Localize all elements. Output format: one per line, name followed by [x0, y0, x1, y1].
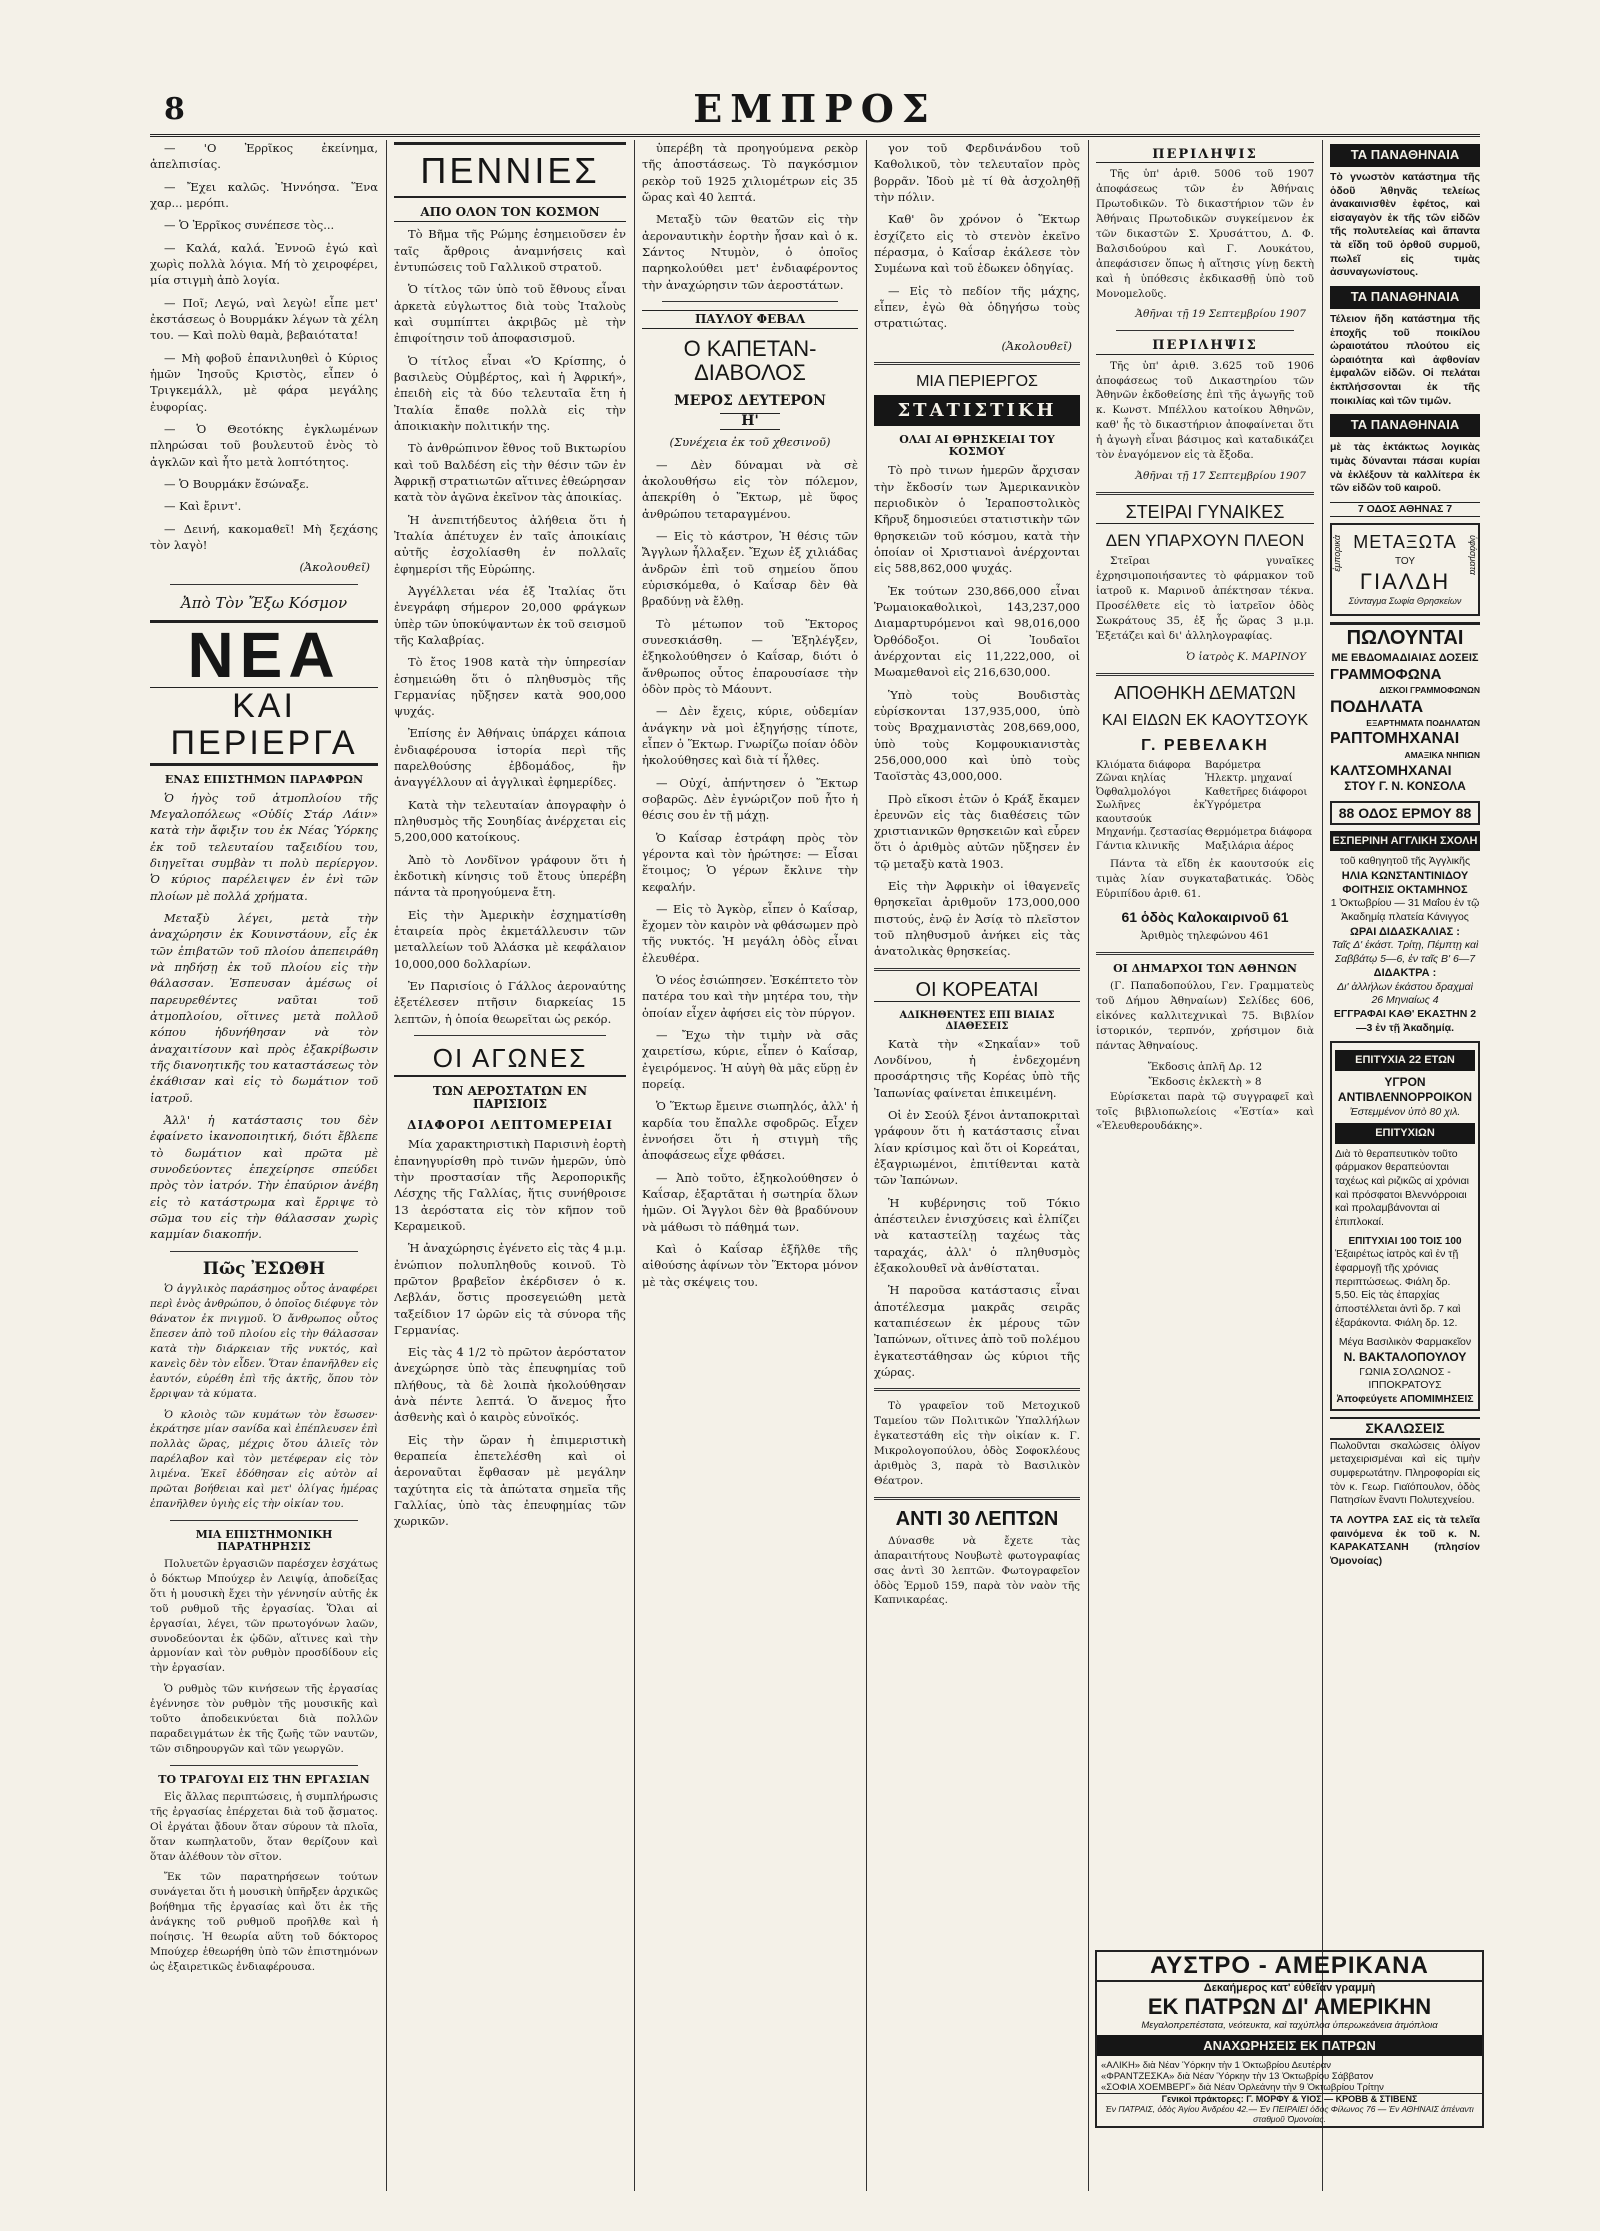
paragraph: — Μὴ φοβοῦ ἐπανιλυηθεὶ ὁ Κύριος ἡμῶν Ἰησοῦς Κριστὸς, εἶπεν ὁ Τριγκεμάλλ, μὲ φάρα μεγάλης ἐυφορίας.	[150, 350, 378, 414]
notice-signature: Ἀθῆναι τῇ 17 Σεπτεμβρίου 1907	[1135, 470, 1306, 482]
paragraph: Ἡ ἀνεπιτήδευτος ἀλήθεια ὅτι ἡ Ἰταλία ἀπέτυχεν ἐν ταῖς ἀποικίαις αὐτῆς ἐσχολίασθη ἐν πολλαῖς ἐφημερίσι τῆς Εὐρώπης.	[394, 512, 626, 576]
divider	[414, 1035, 606, 1036]
notice-signature: Ἀθῆναι τῇ 19 Σεπτεμβρίου 1907	[1135, 308, 1306, 321]
ad-text: ΕΠΙΤΥΧΙΑΙ 100 ΤΟΙΣ 100	[1348, 1236, 1462, 1248]
ad-tagline: Σύνταγμα Σωφία Θρησκείων	[1348, 596, 1462, 607]
ad-name: Ν. ΒΑΚΤΑΛΟΠΟΥΛΟΥ	[1343, 1349, 1467, 1364]
paragraph: Εἰς τὴν Ἀμερικὴν ἐσχηματίσθη ἑταιρεία πρὸς ἐκμετάλλευσιν τῶν μεταλλείων τοῦ Ἀλάσκα μὲ κεφάλαιον 10,000,000 δολλαρίων.	[394, 907, 626, 971]
notice-text: Τῆς ὑπ' ἀριθ. 3.625 τοῦ 1906 ἀποφάσεως τοῦ Δικαστηρίου τῶν Ἀθηνῶν ἐκδοθείσης ἐπὶ τῆς ἀγωγῆς τοῦ κ. Κωνστ. Μπέλλου κατοίκου Ἀθηνῶν, καθ' ἧς τὸ δικαστήριον ἀποφαίνεται ὅτι ἡ ἀγωγὴ εἶναι βάσιμος καὶ καταδικάζει τὸν ἐναγόμενον εἰς τὰ ἔξοδα.	[1096, 359, 1314, 462]
notice-title: ΠΕΡΙΛΗΨΙΣ	[1096, 148, 1314, 163]
divider	[170, 584, 358, 585]
ad-headline: ΤΑ ΠΑΝΑΘΗΝΑΙΑ	[1330, 144, 1480, 167]
ad-agents: Γενικοὶ πράκτορες: Γ. ΜΟΡΦΥ & ΥΙΟΣ — ΚΡΟΒΒ & ΣΤΙΒΕΝΣ	[1097, 2093, 1482, 2104]
paragraph: — Καὶ ἔριντ'.	[164, 499, 242, 514]
ad-product: ΓΡΑΜΜΟΦΩΝΑ	[1330, 666, 1442, 684]
paragraph: — 'Ο Ἐρρῖκος ἐκείνημα, ἀπελπισίας.	[150, 141, 378, 172]
divider	[170, 1520, 358, 1521]
paragraph: Ἀλλ' ἡ κατάστασις του δὲν ἐφαίνετο ἱκανοποιητική, διότι ἔβλεπε τὸ δωμάτιον καὶ πρῶτα μὲ συνοδεύοντες ἐπεχείρησε σπεύδει πρὸς τὸν ἰατρόν. Τὴν ἐπαύριον ἀνέβη εἰς τὸ κατάστρωμα καὶ ἔρριψε τὸ σῶμα του εἰς τὴν θάλασσαν χωρὶς καμμίαν διακοπήν.	[150, 1112, 378, 1242]
paragraph: Ὁ ἀγγλικὸς παράσημος οὗτος ἀναφέρει περὶ ἑνὸς ἀνθρώπου, ὁ ὁποῖος διέφυγε τὸν θάνατον ἐκ πνιγμοῦ. Ὁ ἄνθρωπος οὗτος ἔπεσεν ἀπὸ τοῦ πλοίου εἰς τὴν θάλασσαν κατὰ τὴν διάρκειαν τῆς νυκτός, καὶ κανεὶς δὲν τὸν εἶδεν. Ὅταν ἐπανῆλθεν εἰς ἑαυτόν, εὑρέθη ἐπὶ τῆς ἀκτῆς, ὅπου τὸν ἔρριψαν τὰ κύματα.	[150, 1283, 378, 1400]
paragraph: Ἡ κυβέρνησις τοῦ Τόκιο ἀπέστειλεν ἐνισχύσεις καὶ ἐλπίζει νὰ καταστείλῃ ταχέως τὰς ταραχάς, ἀλλ' ὁ πληθυσμὸς ἐξακολουθεῖ νὰ ἀνθίσταται.	[874, 1195, 1080, 1276]
article-headline-banner: ΣΤΑΤΙΣΤΙΚΗ	[874, 395, 1080, 427]
paragraph: Κατὰ τὴν «Σηκαΐαν» τοῦ Λονδίνου, ἡ ἐνδεχομένη προσάρτησις τῆς Κορέας ὑπὸ τῆς Ἰαπωνίας φαίνεται ἐπικειμένη.	[874, 1036, 1080, 1100]
notice-text: Τῆς ὑπ' ἀριθ. 5006 τοῦ 1907 ἀποφάσεως τῶν ἐν Ἀθήναις Πρωτοδικῶν. Τὸ δικαστήριον τῶν ἐν Ἀθήναις Πρωτοδικῶν συγκείμενον ἐκ τῶν δικαστῶν Σ. Χρυσάττου, Δ. Φ. Βαλσιδούρου καὶ Γ. Λουκάτου, ἀπεφάσισεν ὅπως ἡ αἴτησις γίνῃ δεκτὴ καὶ ἡ ὑπόθεσις ἐκδικασθῇ ὑπὸ τοῦ Μονομελοῦς.	[1096, 168, 1314, 300]
paragraph: Ἡ ἀναχώρησις ἐγένετο εἰς τὰς 4 μ.μ. ἐνώπιον πολυπληθοῦς κοινοῦ. Τὸ πρῶτον βραβεῖον ἐκέρδισεν ὁ κ. Λεβλάν, ὅστις προσεγειώθη μετὰ ταξείδιον 17 ὡρῶν εἰς τὰ σύνορα τῆς Γερμανίας.	[394, 1241, 626, 1337]
continued-note: (Ἀκολουθεῖ)	[1001, 338, 1072, 353]
ad-headline: ΥΓΡΟΝ ΑΝΤΙΒΛΕΝΝΟΡΡΟΙΚΟΝ	[1337, 1074, 1473, 1105]
article-headline: ΜΙΑ ΠΕΡΙΕΡΓΟΣ	[916, 372, 1038, 390]
ad-text: Ἀποφεύγετε ΑΠΟΜΙΜΗΣΕΙΣ	[1336, 1392, 1474, 1405]
paragraph: Τὸ μέτωπον τοῦ Ἕκτορος συνεσκιάσθη. — Ἐξηλέγξεν, ἐξηκολούθησεν ὁ Καΐσαρ, διότι ὁ ἄνθρωπος οὗτος ἐπαρουσίασε τὴν ὁδὸν πρὸς τὸ Μάουντ.	[642, 616, 858, 696]
ad-text: Ταῖς Δ' ἑκάστ. Τρίτῃ, Πέμπτῃ καὶ Σαββάτῳ 5—6, ἐν ταῖς Β' 6—7	[1331, 939, 1479, 965]
price-line: Ἔκδοσις ἐκλεκτὴ » 8	[1148, 1075, 1262, 1088]
ad-product: ΚΑΛΤΣΟΜΗΧΑΝΑΙ	[1330, 761, 1452, 778]
ad-headline: ΑΝΤΙ 30 ΛΕΠΤΩΝ	[895, 1507, 1059, 1530]
paragraph: Εἰς τὰς 4 1/2 τὸ πρῶτον ἀερόστατον ἀνεχώρησε ὑπὸ τὰς ἐπευφημίας τοῦ πλήθους, τὰ δὲ λοιπὰ ἠκολούθησαν ἀνὰ πέντε λεπτά. Ὁ ἄνεμος ἦτο ἀσθενὴς καὶ ὁ καιρὸς εὐνοϊκός.	[394, 1345, 626, 1425]
column-ads	[1330, 140, 1480, 2191]
ad-text: μὲ τὰς ἐκτάκτως λογικὰς τιμὰς δύνανται πάσαι κυρίαι νὰ ἐκλέξουν τὰ καλλίτερα ἐκ τῶν εἰδῶν τοῦ καιροῦ.	[1330, 441, 1480, 495]
ad-text: ΤΑ ΛΟΥΤΡΑ ΣΑΣ εἰς τὰ τελεῖα φαινόμενα ἐκ τοῦ κ. Ν. ΚΑΡΑΚΑΤΣΑΝΗ (πλησίον Ὁμονοίας)	[1330, 1513, 1480, 1567]
divider	[1096, 952, 1314, 955]
paragraph: Εἰς ἄλλας περιπτώσεις, ἡ συμπλήρωσις τῆς ἐργασίας ἐπέρχεται διὰ τοῦ ᾄσματος. Οἱ ἐργάται ᾄδουν ὅταν σύρουν τὰ πλοῖα, ὅταν κωπηλατοῦν, ὅταν θερίζουν καὶ ὅταν ἀλέθουν τὸν σῖτον.	[150, 1790, 378, 1863]
paragraph: Καθ' ὃν χρόνον ὁ Ἕκτωρ ἐσχίζετο εἰς τὸ στενὸν ἐκεῖνο πέρασμα, ὁ Καΐσαρ ἐκάλεσε τὸν Συμέωνα καὶ τοῦ ἐδωκεν ὁδηγίας.	[874, 212, 1080, 276]
divider	[1096, 673, 1314, 676]
ad-headline: ΠΩΛΟΥΝΤΑΙ	[1330, 622, 1480, 651]
ad-address: ΓΩΝΙΑ ΣΟΛΩΝΟΣ - ΙΠΠΟΚΡΑΤΟΥΣ	[1359, 1365, 1451, 1392]
paragraph: — Καλά, καλά. Ἐννοῶ ἐγώ καὶ χωρὶς πολλὰ λόγια. Μή τὸ χειροφέρει, μία στιγμὴ ἀπὸ λογία.	[150, 240, 378, 288]
divider	[874, 1388, 1080, 1391]
article-subheadline: ΑΔΙΚΗΘΕΝΤΕΣ ΕΠΙ ΒΙΑΙΑΣ ΔΙΑΘΕΣΕΙΣ	[899, 1009, 1055, 1032]
ad-address: 61 ὁδὸς Καλοκαιρινοῦ 61	[1121, 908, 1289, 925]
ad-name: ΗΛΙΑ ΚΩΝΣΤΑΝΤΙΝΙΔΟΥ	[1341, 869, 1469, 882]
list-item: Βαρόμετρα	[1205, 759, 1261, 771]
ad-text: Δι' ἀλλήλων ἑκάστου δραχμαὶ 26 Μηνιαίως 4	[1337, 980, 1473, 1007]
ad-metaxota	[1330, 523, 1480, 616]
paragraph: — Ὁ Βουρμάκν ἔσώναξε.	[164, 476, 309, 491]
ad-text: ΩΡΑΙ ΔΙΔΑΣΚΑΛΙΑΣ :	[1350, 925, 1460, 938]
column-rule	[386, 140, 387, 2191]
section-subtitle: ΑΠΟ ΟΛΟΝ ΤΟΝ ΚΟΣΜΟΝ	[394, 206, 626, 222]
paragraph: Τὸ ἀνθρώπινον ἔθνος τοῦ Βικτωρίου καὶ τοῦ Βαλδέση εἰς τὴν θέσιν τῶν ἐν Ἀφρικῇ στρατιωτῶν αἵτινες ἐθεώρησαν κατὰ τὸν ἀγῶνα ἐκεῖνον τὰς ἀποικίας.	[394, 441, 626, 505]
ad-text: Τέλειον ἤδη κατάστημα τῆς ἐποχῆς τοῦ ποικίλου ὡραιοτάτου πλούτου εἰς ὡραιότητα καὶ ἀφθονίαν ἐμφαλῶν εἰδῶν. Οἱ πελάται ἐκπλήσσονται ἐκ τῆς ποικιλίας καὶ τῶν τιμῶν.	[1330, 312, 1480, 407]
ad-text: ΦΟΙΤΗΣΙΣ ΟΚΤΑΜΗΝΟΣ	[1342, 884, 1468, 897]
ad-subheadline: Δεκαήμερος κατ' εὐθεῖαν γραμμὴ	[1203, 1982, 1376, 1994]
paragraph: — Ἔχει καλῶς. Ἠννόησα. Ἕνα χαρ... μερόπι.	[150, 179, 378, 210]
paragraph: — Εἰς τὸ Ἀγκὸρ, εἶπεν ὁ Καΐσαρ, ἔχομεν τὸν καιρὸν νὰ φθάσωμεν πρὸ τῆς νυκτός. Ἡ μεγάλη ὁδὸς εἶναι ἐλευθέρα.	[642, 901, 858, 965]
ad-agents-address: Ἐν ΠΑΤΡΑΙΣ, ὁδὸς Ἁγίου Ἀνδρέου 42.— Ἐν ΠΕΙΡΑΙΕΙ ὁδὸς Φίλωνος 76 — Ἐν ΑΘΗΝΑΙΣ ἀπέναντι σταθμοῦ Ὁμονοίας.	[1105, 2104, 1474, 2124]
paragraph: Μεταξὺ λέγει, μετὰ τὴν ἀναχώρησιν ἐκ Κουινστάουν, εἷς ἐκ τῶν ἐπιβατῶν τοῦ πλοίου ἀπεπειράθη νὰ πηδήσῃ ἐκ τοῦ πλοίου εἰς τὴν θάλασσαν. Ἐσπευσαν ἀμέσως οἱ παρευρεθέντες ναῦται τοῦ ἀτμοπλοίου, οἵτινες μετὰ πολλοῦ κόπου ἠδυνήθησαν νὰ τὸν ἀναχαιτίσουν καὶ πρὸς ἐξακρίβωσιν τῆς διανοητικῆς του καταστάσεως τὸν ἐκάθισαν καὶ εἰς τὸ δωμάτιον τοῦ ἰατροῦ.	[150, 911, 378, 1105]
ad-medicine	[1330, 1041, 1480, 1411]
column-rule	[634, 140, 635, 2191]
divider	[1096, 492, 1314, 495]
divider	[662, 301, 838, 302]
article-subheadline: ΤΩΝ ΑΕΡΟΣΤΑΤΩΝ ΕΝ ΠΑΡΙΣΙΟΙΣ	[432, 1083, 588, 1111]
divider	[170, 1251, 358, 1252]
ad-side-label: ἐμπορικὰ	[1332, 535, 1342, 573]
section-title-periergas: ΚΑΙ ΠΕΡΙΕΡΓΑ	[150, 688, 378, 766]
paragraph: Κατὰ τὴν τελευταίαν ἀπογραφὴν ὁ πληθυσμὸς τῆς Σουηδίας ἀνέρχεται εἰς 5,200,000 κατοίκους.	[394, 797, 626, 845]
ad-headline: ΤΑ ΠΑΝΑΘΗΝΑΙΑ	[1330, 286, 1480, 309]
divider	[170, 1765, 358, 1766]
paragraph: Ἐν Παρισίοις ὁ Γάλλος ἀεροναύτης ἐξετέλεσεν πτῆσιν διαρκείας 15 λεπτῶν, ἡ ὁποία θεωρεῖται ὡς ρεκόρ.	[394, 979, 626, 1026]
paragraph: Ὁ ρυθμὸς τῶν κινήσεων τῆς ἐργασίας ἐγέννησε τὸν ρυθμὸν τῆς μουσικῆς καὶ τοῦτο ἀποδεικνύεται διὰ πολλῶν παραδειγμάτων ἐκ τῆς ζωῆς τῶν ναυτῶν, τῶν σιδηρουργῶν καὶ τῶν γεωργῶν.	[150, 1683, 378, 1755]
ad-address: 7 ΟΔΟΣ ΑΘΗΝΑΣ 7	[1330, 502, 1480, 518]
paragraph: γον τοῦ Φερδινάνδου τοῦ Καθολικοῦ, τὸν τελευταῖον πρὸς βορρᾶν. Ἰδοὺ μὲ τί θὰ ἀσχοληθῇ τὴν πόλιν.	[874, 141, 1080, 204]
novel-part: ΜΕΡΟΣ ΔΕΥΤΕΡΟΝ	[674, 392, 826, 409]
ad-side-label: ὑφάσματα	[1468, 535, 1478, 576]
paragraph: Ὑπὸ τοὺς Βουδιστὰς εὑρίσκονται 137,935,000, ὑπὸ τοὺς Βραχμανιστὰς 208,669,000, ὑπὸ τοὺς Κομφουκιανιστὰς 256,000,000 καὶ ὑπὸ τοὺς Ταοϊστὰς 43,000,000.	[874, 687, 1080, 784]
page-header	[150, 82, 1480, 137]
column-2	[394, 140, 626, 2191]
paragraph: Τὸ πρὸ τινων ἡμερῶν ἄρχισαν τὴν ἔκδοσίν των Ἀμερικανικὸν περιοδικὸν ὁ Ἱεραποστολικὸς Κῆρυξ δημοσιεύει στατιστικὴν τῶν θρησκειῶν τοῦ κόσμου, κατὰ τὴν ὁποίαν οἱ Χριστιανοὶ ἀνέρχονται εἰς 588,862,000 ψυχάς.	[874, 463, 1080, 576]
article-headline: ΕΝΑΣ ΕΠΙΣΤΗΜΩΝ ΠΑΡΑΦΡΩΝ	[164, 772, 364, 786]
ad-text: Ἑξαιρέτως ἰατρὸς καὶ ἐν τῇ ἐφαρμογῇ τῆς χρόνιας περιπτώσεως. Φιάλη δρ. 5,50. Εἰς τὰς ἐπαρχίας ἀποστέλλεται ἀντὶ δρ. 7 καὶ ἑξαράκοντα. Φιάλη δρ. 12.	[1335, 1248, 1461, 1329]
ad-sailing: «ΑΛΙΚΗ» διὰ Νέαν Ὑόρκην τὴν 1 Ὀκτωβρίου Δευτέραν	[1101, 2060, 1332, 2071]
paragraph: — Ὁ Θεοτόκης ἐγκλωμένων πληρώσαι τοῦ βουλευτοῦ ἑνὸς τὸ ἀγκλῶν καὶ ἦτο μετὰ λοπτότητος.	[150, 421, 378, 469]
paragraph: — Ὁ Ἐρρῖκος συνέπεσε τὸς...	[164, 218, 335, 233]
ad-headline: ΤΑ ΠΑΝΑΘΗΝΑΙΑ	[1330, 414, 1480, 437]
ad-text: Στεῖραι γυναῖκες ἐχρησιμοποιήσαντες τὸ φάρμακον τοῦ ἰατροῦ κ. Μαρινοῦ ἀπέκτησαν τέκνα. Προσέλθετε εἰς τὸ ἰατρεῖον ὁδὸς Σωκράτους 35, ἐξ ἧς ὥρας 3 μ.μ. Ἐξετάζει καὶ δι' ἀλληλογραφίας.	[1096, 555, 1314, 642]
ad-merchant: ΣΤΟΥ Γ. Ν. ΚΟΝΣΟΛΑ	[1344, 779, 1466, 794]
ad-text: Μέγα Βασιλικὸν Φαρμακεῖον	[1338, 1336, 1472, 1349]
paragraph: Ἐκ τούτων 230,866,000 εἶναι Ῥωμαιοκαθολικοὶ, 143,237,000 Διαμαρτυρόμενοι καὶ 98,016,000 Ὀρθόδοξοι. Οἱ Ἰουδαῖοι ἀνέρχονται εἰς 11,222,000, οἱ Μωαμεθανοὶ εἰς 216,630,000.	[874, 583, 1080, 680]
ad-owner: Γ. ΡΕΒΕΛΑΚΗ	[1141, 737, 1269, 755]
ad-sailing: «ΣΟΦΙΑ ΧΟΕΜΒΕΡΓ» διὰ Νέαν Ὀρλεάνην τὴν 9 Ὀκτωβρίου Τρίτην	[1101, 2082, 1384, 2093]
ad-subheadline: ΑΝΑΧΩΡΗΣΕΙΣ ΕΚ ΠΑΤΡΩΝ	[1097, 2035, 1482, 2056]
section-title-nea: ΝΕΑ	[150, 620, 378, 688]
paragraph: — Δεινή, κακομαθεῖ! Μὴ ξεχάσης τὸν λαγὸ!	[150, 521, 378, 552]
list-item: Κλιόματα διάφορα	[1096, 759, 1191, 771]
section-title-pennies: ΠΕΝΝΙΕΣ	[394, 142, 626, 198]
paragraph: Τὸ Βῆμα τῆς Ρώμης ἐσημειοῦσεν ἐν ταῖς ἄρθροις ἀναμνήσεις καὶ ἐντυπώσεις τοῦ Γαλλικοῦ στρατοῦ.	[394, 227, 626, 274]
ad-text: Ἐστεμμένον ὑπὸ 80 χιλ.	[1349, 1105, 1461, 1118]
column-1	[150, 140, 378, 2191]
list-item: Μαξιλάρια ἀέρος	[1205, 840, 1294, 852]
ad-product: ΔΙΣΚΟΙ ΓΡΑΜΜΟΦΩΝΩΝ	[1379, 684, 1480, 695]
column-rule	[1322, 140, 1323, 2191]
ad-text: Πάντα τὰ εἴδη ἐκ καουτσούκ εἰς τιμὰς λίαν συγκαταβατικάς. Ὁδὸς Εὐριπίδου ἀριθ. 61.	[1096, 858, 1314, 901]
list-item: Ἠλεκτρ. μηχαναί	[1205, 773, 1293, 785]
ad-product: ΑΜΑΞΙΚΑ ΝΗΠΙΩΝ	[1404, 749, 1480, 760]
paragraph: Τὸ ἔτος 1908 κατὰ τὴν ὑπηρεσίαν ἐσημειώθη ὅτι ὁ πληθυσμὸς τῆς Γερμανίας ηὔξησεν κατὰ 900,000 ψυχάς.	[394, 655, 626, 719]
ad-headline: ΣΚΑΛΩΣΕΙΣ	[1330, 1417, 1480, 1439]
continued-note: (Συνέχεια ἐκ τοῦ χθεσινοῦ)	[669, 435, 831, 450]
ad-product: ΠΟΔΗΛΑΤΑ	[1330, 697, 1424, 716]
ad-item-list	[1096, 759, 1314, 854]
column-rule	[866, 140, 867, 2191]
column-4	[874, 140, 1080, 2191]
paragraph: Εἰς τὴν Ἀφρικὴν οἱ ἰθαγενεῖς θρησκεῖαι ἀριθμοῦν 173,000,000 πιστούς, ἐνῷ ἐν Ἀσίᾳ τὸ πλεῖστον τοῦ πληθυσμοῦ ἀνήκει εἰς τὰς ἀνατολικὰς θρησκείας.	[874, 879, 1080, 959]
notice-title: ΠΕΡΙΛΗΨΙΣ	[1096, 339, 1314, 354]
ad-badge: ΕΠΙΤΥΧΙΑ 22 ΕΤΩΝ	[1335, 1050, 1475, 1070]
chapter-number: Η'	[720, 413, 780, 430]
paragraph: Ὁ κλοιὸς τῶν κυμάτων τὸν ἔσωσεν· ἐκράτησε μίαν σανίδα καὶ ἐπέπλευσεν ἐπὶ πολλὰς ὥρας, μέχρις ὅτου ἁλιεῖς τὸν παρέλαβον καὶ τὸν μετέφεραν εἰς τὸν λιμένα. Ἐκεῖ ἐδόθησαν εἰς αὐτὸν αἱ πρῶται βοήθειαι καὶ μετ' ὀλίγας ἡμέρας ἐπανῆλθεν ὑγιὴς εἰς τὴν οἰκίαν του.	[150, 1408, 378, 1510]
divider	[874, 1497, 1080, 1500]
masthead: ΕΜΠΡΟΣ	[693, 86, 937, 131]
paragraph: Μεταξὺ τῶν θεατῶν εἰς τὴν ἀεροναυτικὴν ἑορτὴν ἦσαν καὶ ὁ κ. Σάντος Ντυμὸν, ὁ ὁποῖος παρηκολούθει μετ' ἐνδιαφέροντος τὴν ἀναχώρησιν τῶν ἀεροστάτων.	[642, 212, 858, 292]
ad-text: Πωλοῦνται σκαλώσεις ὀλίγον μεταχειρισμέναι καὶ εἰς τιμὴν συμφερωτάτην. Πληροφορίαι εἰς τὸν κ. Γεωρ. Γιαϊόπουλον, ὁδὸς Πατησίων ἔναντι Πολυτεχνείου.	[1330, 1439, 1480, 1507]
column-3	[642, 140, 858, 2191]
paragraph: Ὁ Καΐσαρ ἐστράφη πρὸς τὸν γέροντα καὶ τὸν ἠρώτησε: — Εἶσαι ἕτοιμος; Ὁ γέρων ἔκλινε τὴν κεφαλήν.	[642, 830, 858, 894]
paragraph: Ἀπὸ τὸ Λονδῖνον γράφουν ὅτι ἡ ἐκδοτικὴ κίνησις τοῦ ἔτους ὑπερέβη πάντα τὰ προηγούμενα ἔτη.	[394, 852, 626, 900]
paragraph: — Ποῖ; Λεγώ, ναὶ λεγὼ! εἶπε μετ' ἐκστάσεως ὁ Βουρμάκν λέγων τὰ χέλη του. — Καὶ πολὺ θαμὰ, βεβαιότατα!	[150, 295, 378, 343]
list-item: Ὑγρόμετρα	[1205, 800, 1262, 812]
paragraph: Μία χαρακτηριστικὴ Παρισινὴ ἐορτὴ ἐπανηγυρίσθη πρὸ τινῶν ἡμερῶν, ὑπὸ τὴν προστασίαν τῆς Ἀεροπορικῆς Λέσχης τῆς Γαλλίας, ἥτις συνήθροισε 13 ἀερόστατα εἰς τὸν κῆπον τοῦ Κεραμεικοῦ.	[394, 1137, 626, 1233]
column-5	[1096, 140, 1314, 2191]
list-item: Μηχανήμ. ζεστασίας	[1096, 827, 1203, 839]
ad-text: (Γ. Παπαδοπούλου, Γεν. Γραμματεὺς τοῦ Δήμου Ἀθηναίων) Σελίδες 606, εἰκόνες καλλιτεχνικαὶ 75. Βιβλίον ἱστορικόν, τερπνόν, χρήσιμον διὰ πάντας Ἀθηναίους.	[1096, 980, 1314, 1052]
paragraph: Ἐπίσης ἐν Ἀθήναις ὑπάρχει κάποια ἐνδιαφέρουσα ἱστορία περὶ τῆς παρελθούσης ἐβδομάδος, ἣν ἀναγγέλλουν αἱ ἀγγλικαὶ ἐφημερίδες.	[394, 726, 626, 790]
ad-headline: ΕΣΠΕΡΙΝΗ ΑΓΓΛΙΚΗ ΣΧΟΛΗ	[1330, 831, 1480, 851]
ad-headline: ΓΙΑΛΔΗ	[1359, 568, 1451, 594]
paragraph: Οἱ ἐν Σεούλ ξένοι ἀνταποκριταὶ γράφουν ὅτι ἡ κατάστασις εἶναι λίαν κρίσιμος καὶ ὅτι οἱ Κορεάται, ἐξαγριωμένοι, ἐπιτίθενται κατὰ τῶν Ἰαπώνων.	[874, 1108, 1080, 1188]
ad-text: Τὸ γνωστὸν κατάστημα τῆς ὁδοῦ Ἀθηνᾶς τελείως ἀνακαινισθὲν ἐφέτος, καὶ εἰσαγαγὸν ἐκ τῆς τῶν εἰδῶν τῆς πολυτελείας καὶ ἅπαντα τὰ εἴδη τοῦ ὀρθοῦ συρμοῦ, πωλεῖ εἰς τιμὰς ἀσυναγωνίστους.	[1330, 170, 1480, 279]
ad-text: Διὰ τὸ θεραπευτικὸν τοῦτο φάρμακον θεραπεύονται ταχέως καὶ ριζικῶς αἱ χρόνιαι καὶ πρόσφατοι Βλεννόρροιαι καὶ προλαμβάνονται αἱ ἐπιπλοκαί.	[1335, 1147, 1470, 1228]
ad-text: Εὑρίσκεται παρὰ τῷ συγγραφεῖ καὶ τοῖς βιβλιοπωλείοις «Ἑστία» καὶ «Ἐλευθερουδάκης».	[1096, 1090, 1314, 1133]
paragraph: Εἰς τὴν ὥραν ἡ ἐπιμεριστικὴ θεραπεία ἐπετελέσθη καὶ οἱ ἀεροναῦται ἔφθασαν μὲ μεγάλην ταχύτητα εἰς τὰ ἀπώτατα σημεῖα τῆς Γαλλίας, ὑπὸ τὰς ἐπευφημίας τῶν χωρικῶν.	[394, 1432, 626, 1529]
divider	[1116, 330, 1294, 331]
ad-text: ΕΠΙΤΥΧΙΩΝ	[1335, 1123, 1475, 1143]
list-item: Καθετῆρες διάφοροι	[1205, 786, 1308, 798]
article-headline: ΤΟ ΤΡΑΓΟΥΔΙ ΕΙΣ ΤΗΝ ΕΡΓΑΣΙΑΝ	[158, 1772, 370, 1786]
article-subheadline: ΟΛΑΙ ΑΙ ΘΡΗΣΚΕΙΑΙ ΤΟΥ ΚΟΣΜΟΥ	[899, 433, 1055, 459]
ad-headline: ΣΤΕΙΡΑΙ ΓΥΝΑΙΚΕΣ	[1096, 503, 1314, 524]
ad-text: Μεγαλοπρεπέστατα, νεότευκτα, καὶ ταχύπλοα ὑπερωκεάνεια ἀτμόπλοια	[1141, 2020, 1438, 2031]
paragraph: — Δὲν δύναμαι νὰ σὲ ἀκολουθήσω εἰς τὸν πόλεμον, ἀπεκρίθη ὁ Ἕκτωρ, μὲ ὕφος ἀνθρώπου τεταραγμένου.	[642, 457, 858, 521]
ad-headline: ΑΠΟΘΗΚΗ ΔΕΜΑΤΩΝ	[1114, 682, 1296, 703]
ad-headline: ΜΕΤΑΞΩΤΑ	[1353, 532, 1457, 553]
ad-banner-austro-americana	[1095, 1950, 1484, 2128]
paragraph: Ὁ ἡγὸς τοῦ ἀτμοπλοίου τῆς Μεγαλοπόλεως «Οὐδίς Στάρ Λάιν» κατὰ τὴν ἄφιξιν του ἐκ Νέας Ὑόρκης ἐκ τοῦ τελευταίου ταξειδίου του, διηγεῖται συμβὰν τι πολὺ περίεργον. Ὁ κύριος παρέλειψεν ἐν ἑνὶ τῶν πλοίων μὲ πολλά χρήματα.	[150, 790, 378, 903]
paragraph: Ἀγγέλλεται νέα ἐξ Ἰταλίας ὅτι ἐνεγράφη σήμερον 20,000 φράγκων ὑπὲρ τῶν ὑποκύψαντων ἐκ τοῦ σεισμοῦ τῆς Καλαβρίας.	[394, 583, 626, 647]
ad-sailing: «ΦΡΑΝΤΖΕΣΚΑ» διὰ Νέαν Ὑόρκην τὴν 13 Ὀκτωβρίου Σάββατον	[1101, 2071, 1374, 2082]
article-headline: ΟΙ ΚΟΡΕΑΤΑΙ	[874, 979, 1080, 1002]
ad-phone: Ἀριθμὸς τηλεφώνου 461	[1140, 930, 1270, 943]
paragraph: — Δὲν ἔχεις, κύριε, οὐδεμίαν ἀνάγκην νὰ μοὶ ἐξηγήσῃς τίποτε, εἶπεν ὁ Ἕκτωρ. Γνωρίζω ποίαν ὁδὸν ἠκολούθησες καὶ διὰ τί ἦλθες.	[642, 704, 858, 768]
price-line: Ἔκδοσις ἁπλῆ Δρ. 12	[1147, 1060, 1263, 1073]
ad-headline: ΤΟΥ	[1394, 555, 1416, 567]
ad-text: τοῦ καθηγητοῦ τῆς Ἀγγλικῆς	[1339, 855, 1471, 868]
continued-note: (Ἀκολουθεῖ)	[299, 560, 370, 575]
paragraph: — Ἀπὸ τοῦτο, ἐξηκολούθησεν ὁ Καΐσαρ, ἐξαρτᾶται ἡ σωτηρία ὅλων ἡμῶν. Οἱ Ἄγγλοι δὲν θὰ βραδύνουν νὰ μάθωσι τὸ πάθημά των.	[642, 1170, 858, 1234]
list-item: Σωλῆνες ἐκ καουτσούκ	[1096, 800, 1205, 825]
ad-subheadline: ΔΕΝ ΥΠΑΡΧΟΥΝ ΠΛΕΟΝ	[1105, 530, 1305, 550]
paragraph: — Εἰς τὸ πεδίον τῆς μάχης, εἶπεν, ἐγὼ θὰ ὁδηγήσω τοὺς στρατιώτας.	[874, 283, 1080, 331]
paragraph: Πολυετῶν ἐργασιῶν παρέσχεν ἐσχάτως ὁ δόκτωρ Μπούχερ ἐν Λειψίᾳ, ἀποδείξας ὅτι ἡ μουσικὴ ἔχει τὴν γέννησίν αὐτῆς ἐκ τοῦ ρυθμοῦ τῆς ἐργασίας. Ὅλαι αἱ ἐργασίαι, λέγει, τῶν πρωτογόνων λαῶν, συνοδεύονται ἐκ ᾠδῶν, αἵτινες καὶ τὴν ἀρμονίαν καὶ τὸν ρυθμὸν προσδίδουν εἰς τὴν ἐργασίαν.	[150, 1558, 378, 1675]
notice-paragraph: Τὸ γραφεῖον τοῦ Μετοχικοῦ Ταμείου τῶν Πολιτικῶν Ὑπαλλήλων ἐγκατεστάθη εἰς τὴν οἰκίαν κ. Γ. Μικρολογοπούλου, ὁδὸς Σοφοκλέους ἀριθμὸς 3, παρὰ τὸ Βασιλικὸν Θέατρον.	[874, 1400, 1080, 1487]
paragraph: Πρὸ εἴκοσι ἐτῶν ὁ Κράξ ἔκαμεν ἐρευνῶν εἰς τὰς διαθέσεις τῶν χριστιανικῶν θρησκειῶν καὶ εὗρεν ὅτι ὁ ἀριθμὸς αὐτῶν ηὔξησεν ἐν τῷ μεταξὺ κατὰ 1903.	[874, 791, 1080, 871]
list-item: Θερμόμετρα διάφορα	[1205, 827, 1313, 839]
page-number: 8	[164, 92, 185, 127]
ad-text: ΔΙΔΑΚΤΡΑ :	[1373, 967, 1437, 980]
list-item: Ὀφθαλμολόγοι	[1096, 786, 1172, 798]
article-headline: Πῶς ἘΣΩΘΗ	[202, 1258, 326, 1279]
ad-headline: ΕΚ ΠΑΤΡΩΝ ΔΙ' ΑΜΕΡΙΚΗΝ	[1147, 1994, 1432, 2019]
divider	[874, 968, 1080, 971]
paragraph: Ἡ παροῦσα κατάστασις εἶναι ἀποτέλεσμα μακρᾶς σειρᾶς καταπιέσεων ἐκ μέρους τῶν Ἰαπώνων, οἵτινες ἀπὸ τοῦ πολέμου ἐγκατεστάθησαν ὡς κύριοι τῆς χώρας.	[874, 1283, 1080, 1380]
divider	[874, 362, 1080, 365]
paragraph: Ὁ Ἕκτωρ ἔμεινε σιωπηλός, ἀλλ' ἡ καρδία του ἔπαλλε σφοδρῶς. Εἶχεν ἐννοήσει ὅτι ἡ στιγμὴ τῆς ἀποφάσεως εἶχε φθάσει.	[642, 1099, 858, 1163]
paragraph: Καὶ ὁ Καΐσαρ ἐξῆλθε τῆς αἰθούσης ἀφίνων τὸν Ἕκτορα μόνον μὲ τὰς σκέψεις του.	[642, 1242, 858, 1289]
paragraph: Ὁ νέος ἐσιώπησεν. Ἐσκέπτετο τὸν πατέρα του καὶ τὴν μητέρα του, τὴν ὁποίαν εἶχεν ἀφήσει εἰς τὸν πύργον.	[642, 973, 858, 1020]
section-label: Ἀπὸ Τὸν Ἔξω Κόσμον	[180, 593, 348, 612]
ad-address: 88 ΟΔΟΣ ΕΡΜΟΥ 88	[1330, 801, 1480, 825]
list-item: Γάντια κλινικῆς	[1096, 840, 1180, 852]
paragraph: — Ἔχω τὴν τιμὴν νὰ σᾶς χαιρετίσω, κύριε, εἶπεν ὁ Καΐσαρ, ἐγειρόμενος. Ἡ αὐγὴ θὰ μᾶς εὕρῃ ἐν πορείᾳ.	[642, 1028, 858, 1092]
paragraph: Ἔκ τῶν παρατηρήσεων τούτων συνάγεται ὅτι ἡ μουσικὴ ὑπῆρξεν ἀρχικῶς βοήθημα τῆς ἐργασίας καὶ ὅτι ἐκ τῆς ἀνάγκης τοῦ ρυθμοῦ προῆλθε καὶ ἡ ποίησις. Ἡ θεωρία αὕτη τοῦ δόκτορος Μπούχερ ἐθεωρήθη ὑπὸ τῶν ἐπιστημόνων ὡς ἐξαιρετικῶς ἐνδιαφέρουσα.	[150, 1871, 378, 1973]
ad-subheadline: ΚΑΙ ΕΙΔΩΝ ΕΚ ΚΑΟΥΤΣΟΥΚ	[1101, 711, 1309, 729]
article-headline: ΜΙΑ ΕΠΙΣΤΗΜΟΝΙΚΗ ΠΑΡΑΤΗΡΗΣΙΣ	[195, 1527, 333, 1553]
ad-text: Δύνασθε νὰ ἔχετε τὰς ἀπαραιτήτους Νουβωτὲ φωτογραφίας σας ἀντὶ 30 λεπτῶν. Φωτογραφεῖον ὁδὸς Ἑρμοῦ 159, παρὰ τὸν ναὸν τῆς Καπνικαρέας.	[874, 1534, 1080, 1607]
paragraph: Ὁ τίτλος τῶν ὑπὸ τοῦ ἔθνους εἶναι ἀρκετὰ εὐγλωττος διὰ τοὺς Ἰταλοὺς καὶ συμπίπτει ἀκριβῶς μὲ τὴν ἐπιφοίτησιν τοῦ ἀποφασισμοῦ.	[394, 282, 626, 346]
ad-product: ΡΑΠΤΟΜΗΧΑΝΑΙ	[1330, 730, 1460, 748]
ad-product: ΕΞΑΡΤΗΜΑΤΑ ΠΟΔΗΛΑΤΩΝ	[1366, 718, 1480, 729]
ad-subheadline: ΜΕ ΕΒΔΟΜΑΔΙΑΙΑΣ ΔΟΣΕΙΣ	[1331, 652, 1479, 665]
column-rule	[1088, 140, 1089, 2191]
ad-signature: Ὁ ἰατρὸς Κ. ΜΑΡΙΝΟΥ	[1186, 650, 1306, 663]
paragraph: Ὁ τίτλος εἶναι «Ὁ Κρίσπης, ὁ βασιλεὺς Οὐμβέρτος, καὶ ἡ Ἀφρική», ἐπειδὴ εἰς τὰ δύο τελευταῖα ἔτη ἡ Ἰταλία ἔπαθε πολλὰ εἰς τὴν ἀποικιακὴν πολιτικήν της.	[394, 353, 626, 433]
article-headline: ΟΙ ΑΓΩΝΕΣ	[394, 1044, 626, 1077]
ad-headline: ΟΙ ΔΗΜΑΡΧΟΙ ΤΩΝ ΑΘΗΝΩΝ	[1113, 962, 1297, 976]
author-name: ΠΑΥΛΟΥ ΦΕΒΑΛ	[642, 310, 858, 329]
list-item: Ζῶναι κηλίας	[1096, 773, 1166, 785]
paragraph: ὑπερέβη τὰ προηγούμενα ρεκὸρ τῆς ἀποστάσεως. Τὸ παγκόσμιον ρεκὸρ τοῦ 1925 χιλιομέτρων εἰς 35 ὥρας καὶ 40 λεπτά.	[642, 141, 858, 204]
novel-title: Ο ΚΑΠΕΤΑΝ-ΔΙΑΒΟΛΟΣ	[683, 336, 817, 386]
ad-text: 1 Ὀκτωβρίου — 31 Μαΐου ἐν τῷ Ἀκαδημίᾳ πλατεία Κάνιγγος	[1330, 897, 1480, 924]
paragraph: — Οὐχί, ἀπήντησεν ὁ Ἕκτωρ σοβαρῶς. Δὲν ἐγνώριζον ποῦ ἦτο ἡ θέσις σου ἐν τῇ μάχῃ.	[642, 775, 858, 823]
ad-text: ΕΓΓΡΑΦΑΙ ΚΑΘ' ΕΚΑΣΤΗΝ 2—3 ἐν τῇ Ἀκαδημίᾳ.	[1333, 1007, 1477, 1034]
ad-headline: ΑΥΣΤΡΟ - ΑΜΕΡΙΚΑΝΑ	[1097, 1952, 1482, 1982]
paragraph: — Εἰς τὸ κάστρον, Ἡ θέσις τῶν Ἄγγλων ἦλλαξεν. Ἔχων ἐξ χιλιάδας ἀνδρῶν ἐπὶ τοῦ σημείου ὅπου εὑρισκόμεθα, ὁ Καΐσαρ δὲν θὰ βραδύνῃ νὰ ἔλθῃ.	[642, 528, 858, 609]
article-subheadline: ΔΙΑΦΟΡΟΙ ΛΕΠΤΟΜΕΡΕΙΑΙ	[407, 1118, 613, 1133]
